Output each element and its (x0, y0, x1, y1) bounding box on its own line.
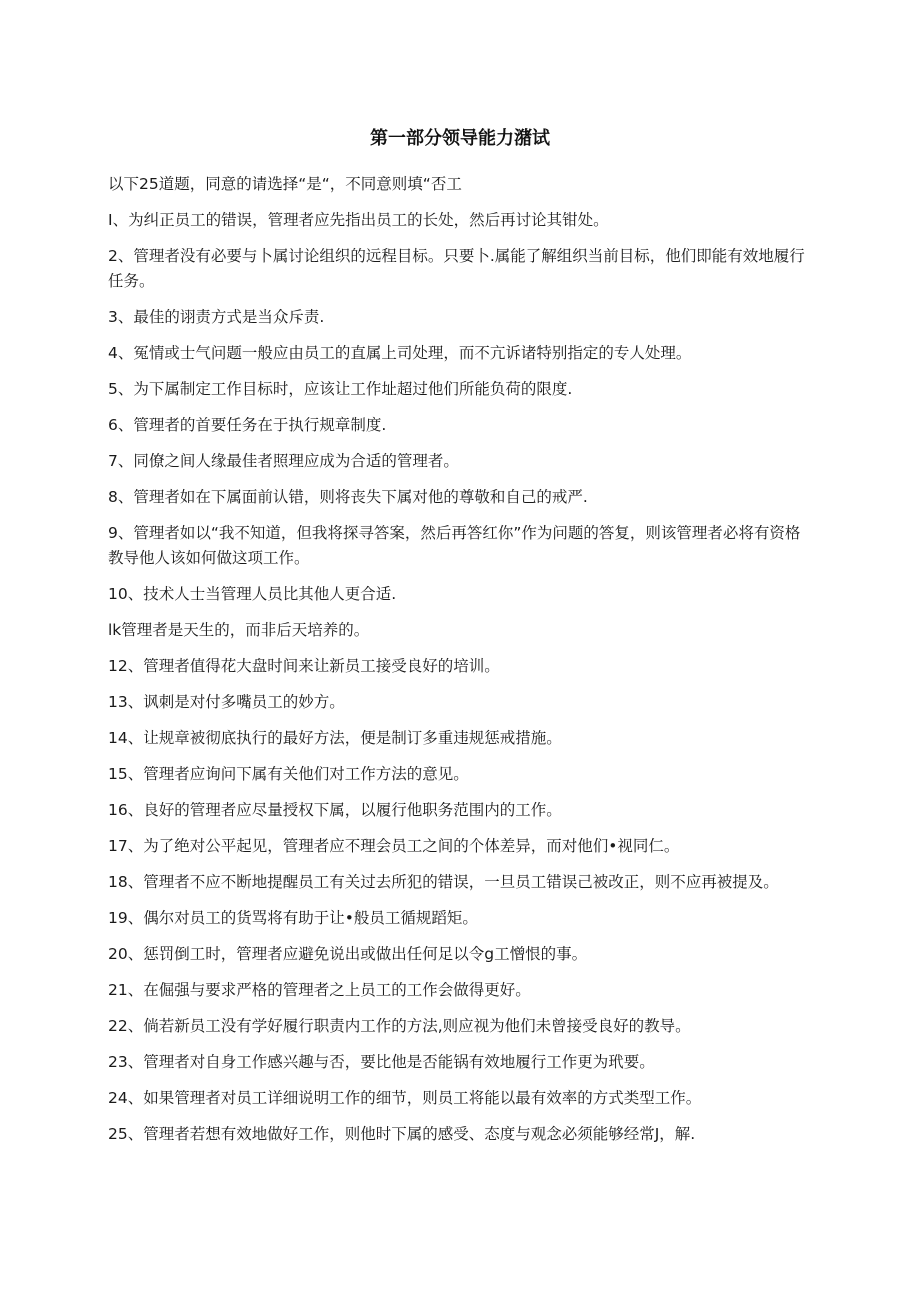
question-item: 2、管理者没有必要与卜属讨论组织的远程目标。只要卜.属能了解组织当前目标，他们即能有效地履行任务。 (108, 247, 805, 290)
intro-text: 以下25道题，同意的请选择“是“，不同意则填“否工 (108, 175, 462, 193)
question-item: 18、管理者不应不断地提醒员工有关过去所犯的错误，一旦员工错误己被改正，则不应再被提及。 (108, 873, 779, 891)
question-item: 22、倘若新员工没有学好履行职责内工作的方法,则应视为他们未曾接受良好的教导。 (108, 1017, 691, 1035)
question-item: 24、如果管理者对员工详细说明工作的细节，则员工将能以最有效率的方式类型工作。 (108, 1089, 702, 1107)
question-item: 14、让规章被彻底执行的最好方法，便是制订多重违规惩戒措施。 (108, 729, 562, 747)
document-body (108, 172, 814, 1158)
question-item: 10、技术人士当管理人员比其他人更合适. (108, 585, 397, 603)
question-item: 7、同僚之间人缘最佳者照理应成为合适的管理者。 (108, 452, 459, 470)
question-item: 23、管理者对自身工作感兴趣与否，要比他是否能锅有效地履行工作更为玳要。 (108, 1053, 655, 1071)
question-item: lk管理者是天生的，而非后天培养的。 (108, 621, 370, 639)
page-title: 第一部分领导能力潴试 (370, 128, 550, 149)
question-item: 21、在倔强与要求严格的管理者之上员工的工作会做得更好。 (108, 981, 531, 999)
question-item: 19、偶尔对员工的货骂将有助于让•般员工循规蹈矩。 (108, 909, 478, 927)
question-item: 15、管理者应询问下属有关他们对工作方法的意见。 (108, 765, 469, 783)
question-item: 5、为下属制定工作目标时，应该让工作址超过他们所能负荷的限度. (108, 380, 573, 398)
question-item: 17、为了绝对公平起见，管理者应不理会员工之间的个体差异，而对他们•视同仁。 (108, 837, 680, 855)
question-item: 13、讽刺是对付多嘴员工的妙方。 (108, 693, 345, 711)
question-item: I、为纠正员工的错误，管理者应先指出员工的长处，然后再讨论其钳处。 (108, 211, 609, 229)
question-item: 20、惩罚倒工时，管理者应避免说出或做出任何足以令g工憎恨的事。 (108, 945, 588, 963)
question-item: 9、管理者如以“我不知道，但我将探寻答案，然后再答红你”作为问题的答复，则该管理者必将有资格教导他人该如何做这项工作。 (108, 524, 801, 567)
question-item: 16、良好的管理者应尽量授权下属，以履行他职务范围内的工作。 (108, 801, 562, 819)
question-item: 3、最佳的诩责方式是当众斥责. (108, 308, 325, 326)
question-item: 12、管理者值得花大盘时间来让新员工接受良好的培训。 (108, 657, 500, 675)
question-item: 6、管理者的首要任务在于执行规章制度. (108, 416, 387, 434)
question-item: 25、管理者若想有效地做好工作，则他时下属的感受、态度与观念必须能够经常J，解. (108, 1125, 696, 1143)
question-item: 4、冤情或士气问题一般应由员工的直属上司处理，而不亢诉诸特别指定的专人处理。 (108, 344, 692, 362)
question-item: 8、管理者如在下属面前认错，则将丧失下属对他的尊敬和自己的戒严. (108, 488, 588, 506)
